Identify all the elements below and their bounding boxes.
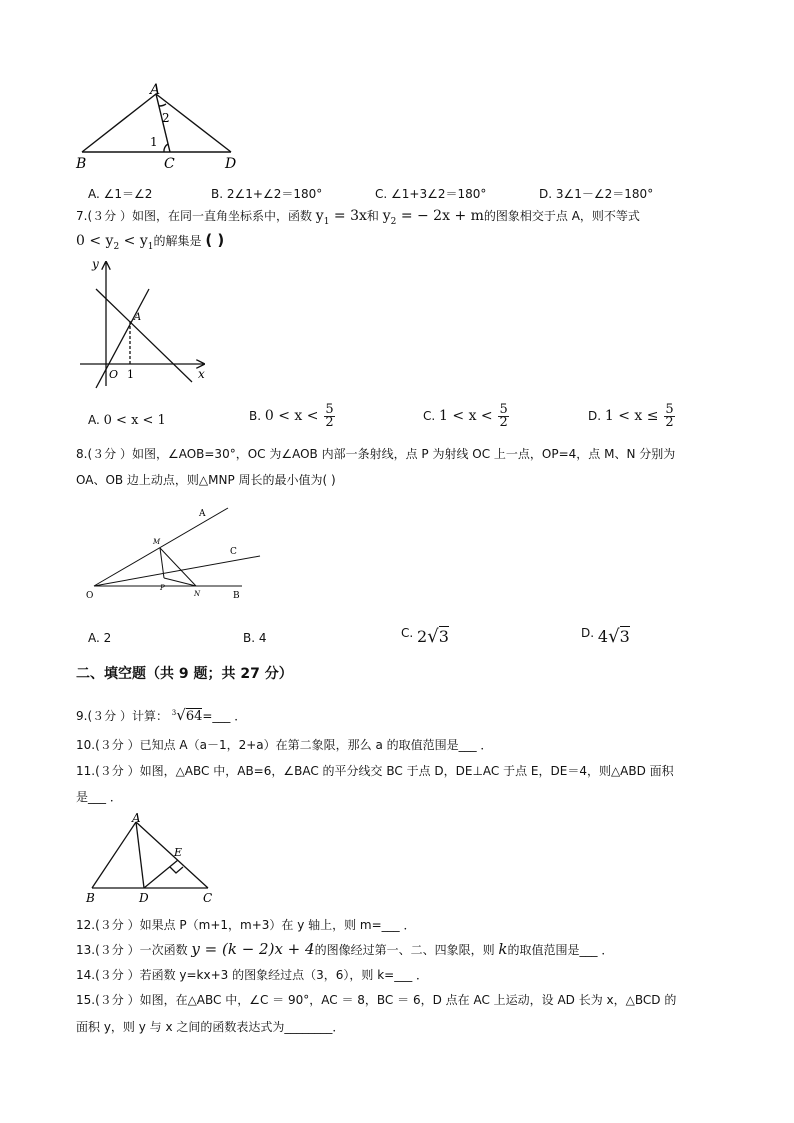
q8-label-A: A xyxy=(199,509,206,519)
q7-option-a-label: A. xyxy=(88,413,100,427)
q13-stem xyxy=(76,942,613,957)
q7-option-b-label: B. xyxy=(249,409,262,423)
q7-origin-O: O xyxy=(109,368,119,381)
q6-label-C: C xyxy=(164,156,175,172)
q8-option-d-radical-icon: √ xyxy=(608,626,620,647)
q7-y1-lhs: y xyxy=(315,208,324,224)
q6-angle-1: 1 xyxy=(150,135,158,149)
q7-option-b-frac xyxy=(324,404,334,429)
q7-answer-blank: ( ) xyxy=(205,231,225,249)
q13-formula: y = (k − 2)x + 4 xyxy=(191,940,315,958)
q6-option-d: D. 3∠1－∠2＝180° xyxy=(539,187,654,201)
q6-option-c: C. ∠1+3∠2＝180° xyxy=(375,187,487,201)
q7-option-b xyxy=(249,404,335,429)
q7-option-c-frac xyxy=(498,404,508,429)
q6-label-D: D xyxy=(225,156,237,172)
q8-figure xyxy=(84,500,274,606)
q7-y2-formula xyxy=(382,208,484,227)
q11-label-D: D xyxy=(139,891,149,904)
q7-ineq-a: 0 < y xyxy=(76,233,114,249)
q8-option-a: A. 2 xyxy=(88,631,112,645)
q13-k: k xyxy=(498,940,508,958)
q8-option-d-radicand: 3 xyxy=(619,627,630,646)
q7-option-c-num: 5 xyxy=(499,402,508,417)
q7-axis-x: x xyxy=(198,367,205,381)
q8-option-c-label: C. xyxy=(401,626,414,640)
q9-prefix: 9.(３分 ）计算： xyxy=(76,709,168,723)
q11-stem-line1: 11.(３分 ）如图，△ABC 中，AB=6，∠BAC 的平分线交 BC 于点 D，DE⊥AC 于点 E，DE＝4，则△ABD 面积 xyxy=(76,764,674,778)
q12-stem: 12.(３分 ）如果点 P（m+1，m+3）在 y 轴上，则 m=___ ． xyxy=(76,918,416,932)
q15-stem-line2: 面积 y，则 y 与 x 之间的函数表达式为________． xyxy=(76,1020,345,1034)
q8-option-c-radical-icon: √ xyxy=(427,626,439,647)
q14-stem: 14.(３分 ）若函数 y=kx+3 的图象经过点（3，6），则 k=___ ． xyxy=(76,968,429,982)
q8-option-b: B. 4 xyxy=(243,631,267,645)
q8-label-C: C xyxy=(230,547,237,557)
q7-ineq-sub-b: 1 xyxy=(147,241,154,252)
q7-tick-1: 1 xyxy=(127,368,134,381)
q7-inequality xyxy=(76,233,154,252)
q11-label-A: A xyxy=(132,812,141,825)
q7-stem xyxy=(76,209,640,229)
q6-label-B: B xyxy=(76,156,87,172)
q7-y1-formula xyxy=(315,208,367,227)
q8-option-d xyxy=(581,626,630,647)
q7-option-c-expr: 1 < x < xyxy=(439,408,493,424)
q7-y2-rhs: = − 2x + m xyxy=(396,208,484,224)
q8-label-N: N xyxy=(194,590,201,598)
q7-figure xyxy=(80,254,215,389)
q7-y2-sub: 2 xyxy=(390,216,397,227)
q7-option-d-label: D. xyxy=(588,409,602,423)
q6-figure xyxy=(74,80,254,172)
q7-y2-lhs: y xyxy=(382,208,391,224)
q7-and: 和 xyxy=(366,209,379,223)
q7-axis-y: y xyxy=(92,257,99,271)
q9-stem xyxy=(76,706,246,724)
q7-option-a xyxy=(88,413,166,428)
q11-label-B: B xyxy=(86,891,95,904)
q8-option-d-coef: 4 xyxy=(597,627,609,646)
q7-option-b-expr: 0 < x < xyxy=(264,408,319,424)
q8-label-P: P xyxy=(160,584,165,592)
q7-option-c-label: C. xyxy=(423,409,436,423)
q7-point-A: A xyxy=(134,312,142,323)
q6-option-b: B. 2∠1+∠2＝180° xyxy=(211,187,323,201)
q7-prefix: 7.(３分 ）如图，在同一直角坐标系中，函数 xyxy=(76,209,312,223)
q11-label-C: C xyxy=(203,891,213,904)
q8-label-O: O xyxy=(86,591,94,601)
q7-option-d-num: 5 xyxy=(665,402,674,417)
q7-option-d-expr: 1 < x ≤ xyxy=(604,408,659,424)
q10-stem: 10.(３分 ）已知点 A（a－1，2+a）在第二象限，那么 a 的取值范围是___ ． xyxy=(76,738,493,752)
q8-stem-line2: OA、OB 边上动点，则△MNP 周长的最小值为( ) xyxy=(76,473,336,487)
q7-option-d-frac xyxy=(664,404,674,429)
q7-ineq-b: < y xyxy=(119,233,148,249)
q8-label-B: B xyxy=(233,591,240,601)
q11-stem-line2: 是___ ． xyxy=(76,790,122,804)
q9-suffix: =___ ． xyxy=(202,709,247,723)
q7-y1-rhs: = 3x xyxy=(329,208,367,224)
q11-label-E: E xyxy=(174,846,183,859)
q8-option-c-radicand: 3 xyxy=(438,627,449,646)
q7-option-a-expr: 0 < x < 1 xyxy=(103,413,166,428)
q7-ineq-suffix: 的解集是 xyxy=(153,234,202,248)
q7-stem-line2 xyxy=(76,233,224,254)
q6-option-a: A. ∠1＝∠2 xyxy=(88,187,153,201)
q7-ineq-sub-a: 2 xyxy=(113,241,120,252)
q8-option-c-coef: 2 xyxy=(417,627,428,646)
q7-option-b-den: 2 xyxy=(325,415,334,430)
q9-radicand: 64 xyxy=(185,709,203,724)
q6-angle-2: 2 xyxy=(162,111,170,125)
q15-stem-line1: 15.(３分 ）如图，在△ABC 中，∠C ＝ 90°，AC ＝ 8，BC ＝ 6，D 点在 AC 上运动，设 AD 长为 x，△BCD 的 xyxy=(76,993,677,1007)
q8-option-c xyxy=(401,626,449,647)
q11-figure xyxy=(82,812,222,904)
q7-option-d xyxy=(588,404,675,429)
q8-stem-line1: 8.(３分 ）如图，∠AOB=30°，OC 为∠AOB 内部一条射线，点 P 为射线 OC 上一点，OP=4，点 M、N 分别为 xyxy=(76,447,676,461)
q13-mid: 的图像经过第一、二、四象限，则 xyxy=(314,943,495,957)
q7-option-d-den: 2 xyxy=(665,415,674,430)
q7-option-c-den: 2 xyxy=(499,415,508,430)
q8-option-d-label: D. xyxy=(581,626,595,640)
q9-root-index: 3 xyxy=(171,709,177,717)
q13-suffix: 的取值范围是___ ． xyxy=(507,943,614,957)
q7-y1-sub: 1 xyxy=(323,216,330,227)
section-2-title: 二、填空题（共 9 题；共 27 分） xyxy=(76,666,293,682)
q6-label-A: A xyxy=(150,82,161,98)
q8-label-M: M xyxy=(153,538,161,546)
q9-radical-icon: √ xyxy=(176,706,186,724)
q7-suffix: 的图象相交于点 A，则不等式 xyxy=(483,209,640,223)
q7-option-c xyxy=(423,404,509,429)
q7-option-b-num: 5 xyxy=(325,402,334,417)
q13-prefix: 13.(３分 ）一次函数 xyxy=(76,943,188,957)
